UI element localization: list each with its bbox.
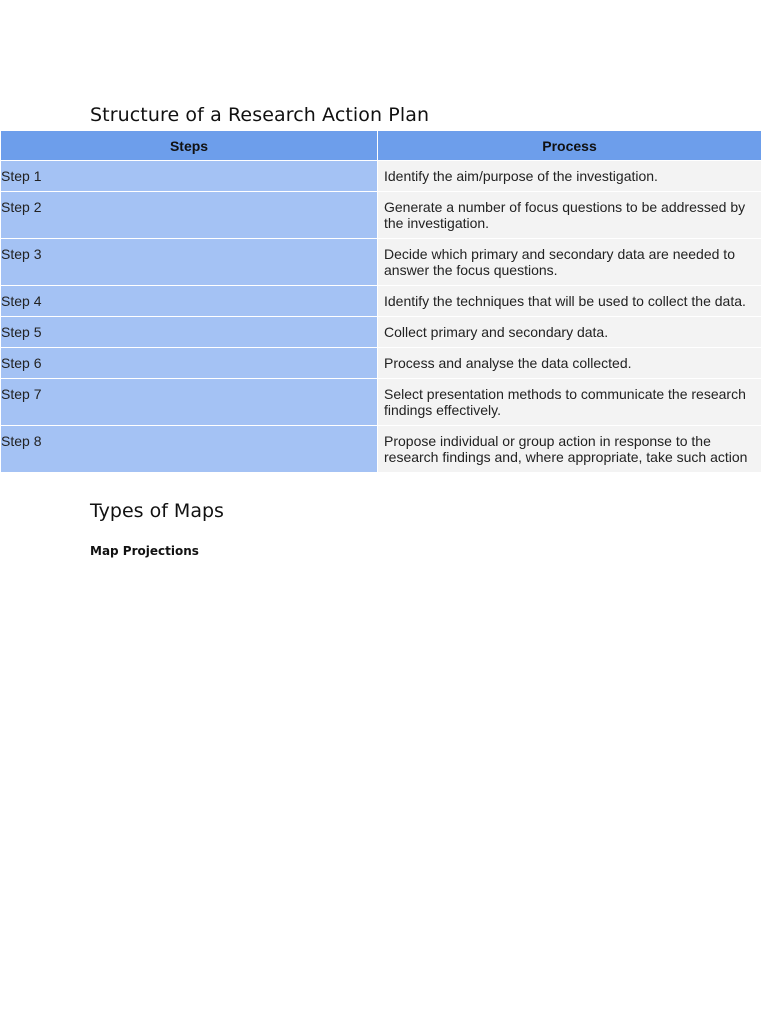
process-cell: Generate a number of focus questions to be addressed by the investigation. (378, 192, 762, 239)
step-cell: Step 1 (1, 161, 378, 192)
subsection-heading: Map Projections (90, 544, 199, 558)
table-row (1, 426, 762, 473)
step-cell: Step 6 (1, 348, 378, 379)
research-plan-table (0, 130, 762, 473)
process-cell: Decide which primary and secondary data are needed to answer the focus questions. (378, 239, 762, 286)
section-heading: Types of Maps (90, 500, 224, 522)
process-cell: Process and analyse the data collected. (378, 348, 762, 379)
step-cell: Step 4 (1, 286, 378, 317)
table-row (1, 192, 762, 239)
step-cell: Step 7 (1, 379, 378, 426)
process-cell: Propose individual or group action in response to the research findings and, where appropriate, take such action (378, 426, 762, 473)
header-steps: Steps (1, 131, 378, 161)
step-cell: Step 8 (1, 426, 378, 473)
process-cell: Identify the techniques that will be used to collect the data. (378, 286, 762, 317)
step-cell: Step 5 (1, 317, 378, 348)
process-cell: Select presentation methods to communicate the research findings effectively. (378, 379, 762, 426)
process-cell: Identify the aim/purpose of the investigation. (378, 161, 762, 192)
table-row (1, 161, 762, 192)
step-cell: Step 2 (1, 192, 378, 239)
process-cell: Collect primary and secondary data. (378, 317, 762, 348)
table-row (1, 239, 762, 286)
table-header-row (1, 131, 762, 161)
page-title: Structure of a Research Action Plan (90, 104, 430, 126)
table-row (1, 379, 762, 426)
header-process: Process (378, 131, 762, 161)
table-row (1, 317, 762, 348)
step-cell: Step 3 (1, 239, 378, 286)
table-row (1, 286, 762, 317)
table-row (1, 348, 762, 379)
